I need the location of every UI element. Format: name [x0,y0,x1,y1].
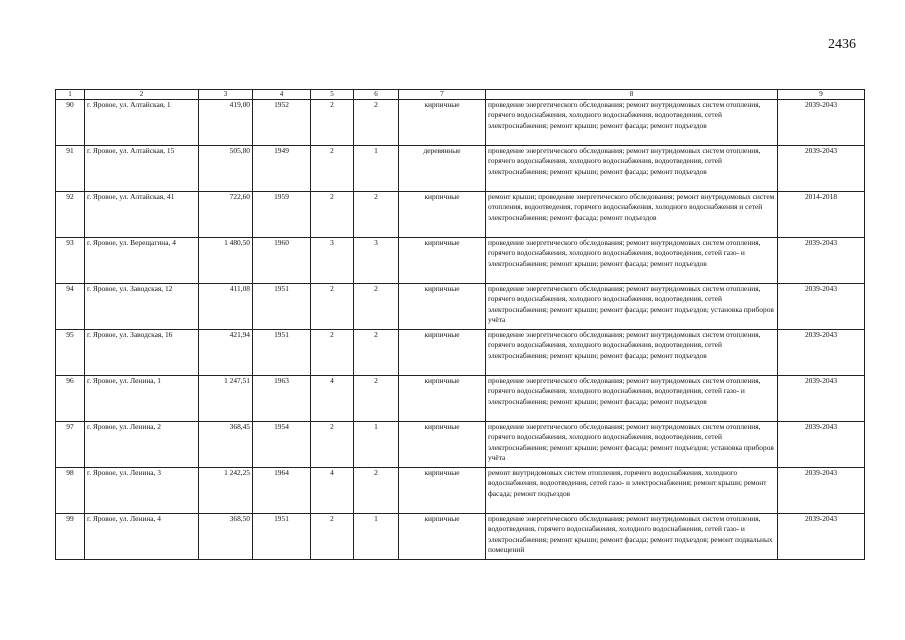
entrances-cell: 2 [354,100,399,146]
works-cell: проведение энергетического обследования; ремонт внутридомовых систем отопления, горячего водоснабжения, холодного водоснабжения, водоотведения, сетей электроснабжения; ремонт крыши; ремонт фасада; ремонт подъездов; установка приборов учёта [486,284,778,330]
address-cell: г. Яровое, ул. Заводская, 16 [85,330,199,376]
row-number: 99 [56,514,85,560]
entrances-cell: 2 [354,376,399,422]
period-cell: 2039-2043 [778,468,865,514]
year-cell: 1951 [253,514,311,560]
address-cell: г. Яровое, ул. Верещагина, 4 [85,238,199,284]
table-row [56,422,865,468]
floors-cell: 2 [311,330,354,376]
works-cell: проведение энергетического обследования; ремонт внутридомовых систем отопления, водоотведения, горячего водоснабжения, холодного водоснабжения, сетей газо- и электроснабжения; ремонт крыши; ремонт фасада; ремонт подъездов; ремонт подвальных помещений [486,514,778,560]
address-cell: г. Яровое, ул. Ленина, 1 [85,376,199,422]
row-number: 91 [56,146,85,192]
page-number: 2436 [828,37,856,52]
works-cell: ремонт внутридомовых систем отопления, горячего водоснабжения, холодного водоснабжения, водоотведения, сетей газо- и электроснабжения; ремонт крыши; ремонт фасада; ремонт подъездов [486,468,778,514]
period-cell: 2039-2043 [778,330,865,376]
year-cell: 1951 [253,284,311,330]
floors-cell: 4 [311,468,354,514]
floors-cell: 2 [311,514,354,560]
column-header: 1 [56,90,85,100]
column-header: 3 [199,90,253,100]
address-cell: г. Яровое, ул. Заводская, 12 [85,284,199,330]
row-number: 97 [56,422,85,468]
period-cell: 2039-2043 [778,376,865,422]
column-header: 7 [399,90,486,100]
area-cell: 411,08 [199,284,253,330]
address-cell: г. Яровое, ул. Ленина, 4 [85,514,199,560]
entrances-cell: 3 [354,238,399,284]
entrances-cell: 1 [354,514,399,560]
wall-material-cell: кирпичные [399,514,486,560]
column-number-row [56,90,865,100]
table-row [56,238,865,284]
area-cell: 421,94 [199,330,253,376]
floors-cell: 2 [311,100,354,146]
wall-material-cell: кирпичные [399,284,486,330]
year-cell: 1963 [253,376,311,422]
table-row [56,284,865,330]
entrances-cell: 2 [354,192,399,238]
address-cell: г. Яровое, ул. Ленина, 2 [85,422,199,468]
address-cell: г. Яровое, ул. Алтайская, 1 [85,100,199,146]
wall-material-cell: кирпичные [399,376,486,422]
table-row [56,468,865,514]
column-header: 4 [253,90,311,100]
period-cell: 2039-2043 [778,146,865,192]
works-cell: проведение энергетического обследования; ремонт внутридомовых систем отопления, горячего водоснабжения, холодного водоснабжения, водоотведения, сетей газо- и электроснабжения; ремонт крыши; ремонт фасада; ремонт подъездов [486,238,778,284]
address-cell: г. Яровое, ул. Ленина, 3 [85,468,199,514]
year-cell: 1952 [253,100,311,146]
table-row [56,514,865,560]
column-header: 6 [354,90,399,100]
wall-material-cell: деревянные [399,146,486,192]
wall-material-cell: кирпичные [399,422,486,468]
floors-cell: 2 [311,192,354,238]
column-header: 2 [85,90,199,100]
period-cell: 2039-2043 [778,284,865,330]
table-row [56,376,865,422]
works-cell: проведение энергетического обследования; ремонт внутридомовых систем отопления, горячего водоснабжения, холодного водоснабжения, водоотведения, сетей газо- и электроснабжения; ремонт крыши; ремонт фасада; ремонт подъездов [486,376,778,422]
period-cell: 2014-2018 [778,192,865,238]
entrances-cell: 2 [354,330,399,376]
row-number: 93 [56,238,85,284]
row-number: 94 [56,284,85,330]
period-cell: 2039-2043 [778,514,865,560]
wall-material-cell: кирпичные [399,468,486,514]
entrances-cell: 1 [354,146,399,192]
year-cell: 1960 [253,238,311,284]
floors-cell: 3 [311,238,354,284]
row-number: 90 [56,100,85,146]
floors-cell: 2 [311,284,354,330]
table-row [56,330,865,376]
area-cell: 505,80 [199,146,253,192]
entrances-cell: 2 [354,468,399,514]
works-cell: проведение энергетического обследования; ремонт внутридомовых систем отопления, горячего водоснабжения, холодного водоснабжения, водоотведения, сетей электроснабжения; ремонт крыши; ремонт фасада; ремонт подъездов [486,100,778,146]
works-cell: проведение энергетического обследования; ремонт внутридомовых систем отопления, горячего водоснабжения, холодного водоснабжения, водоотведения, сетей электроснабжения; ремонт крыши; ремонт фасада; ремонт подъездов [486,146,778,192]
area-cell: 722,60 [199,192,253,238]
floors-cell: 4 [311,376,354,422]
area-cell: 1 242,25 [199,468,253,514]
address-cell: г. Яровое, ул. Алтайская, 15 [85,146,199,192]
area-cell: 368,45 [199,422,253,468]
year-cell: 1951 [253,330,311,376]
column-header: 5 [311,90,354,100]
column-header: 8 [486,90,778,100]
wall-material-cell: кирпичные [399,238,486,284]
row-number: 96 [56,376,85,422]
entrances-cell: 1 [354,422,399,468]
table-body [56,90,865,560]
wall-material-cell: кирпичные [399,330,486,376]
entrances-cell: 2 [354,284,399,330]
table-row [56,192,865,238]
area-cell: 1 480,50 [199,238,253,284]
row-number: 98 [56,468,85,514]
works-cell: проведение энергетического обследования; ремонт внутридомовых систем отопления, горячего водоснабжения, холодного водоснабжения, водоотведения, сетей электроснабжения; ремонт крыши; ремонт фасада; ремонт подъездов; установка приборов учёта [486,422,778,468]
address-cell: г. Яровое, ул. Алтайская, 41 [85,192,199,238]
row-number: 95 [56,330,85,376]
period-cell: 2039-2043 [778,238,865,284]
row-number: 92 [56,192,85,238]
floors-cell: 2 [311,422,354,468]
works-cell: проведение энергетического обследования; ремонт внутридомовых систем отопления, горячего водоснабжения, холодного водоснабжения, водоотведения, сетей электроснабжения; ремонт крыши; ремонт фасада; ремонт подъездов [486,330,778,376]
table-row [56,100,865,146]
works-cell: ремонт крыши; проведение энергетического обследования; ремонт внутридомовых систем отопления, водоотведения, горячего водоснабжения, холодного водоснабжения и сетей электроснабжения; ремонт фасада; ремонт подъездов [486,192,778,238]
wall-material-cell: кирпичные [399,192,486,238]
column-header: 9 [778,90,865,100]
period-cell: 2039-2043 [778,422,865,468]
floors-cell: 2 [311,146,354,192]
table-row [56,146,865,192]
year-cell: 1949 [253,146,311,192]
building-registry-table [55,89,865,560]
period-cell: 2039-2043 [778,100,865,146]
area-cell: 368,50 [199,514,253,560]
year-cell: 1959 [253,192,311,238]
wall-material-cell: кирпичные [399,100,486,146]
area-cell: 1 247,51 [199,376,253,422]
year-cell: 1954 [253,422,311,468]
year-cell: 1964 [253,468,311,514]
area-cell: 419,00 [199,100,253,146]
